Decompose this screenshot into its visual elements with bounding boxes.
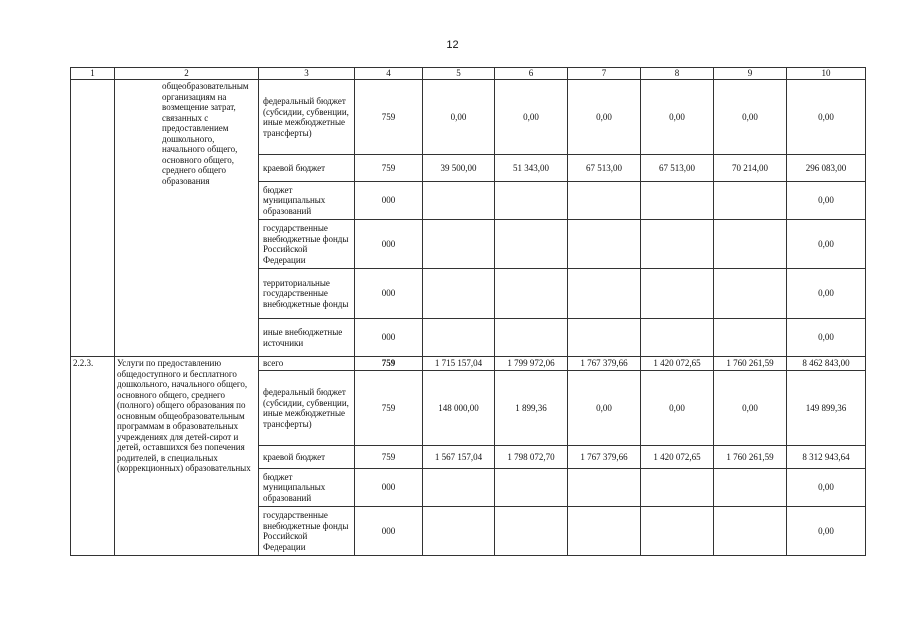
funding-source: бюджет муниципальных образований — [259, 469, 355, 507]
value-cell — [423, 269, 495, 319]
table-row — [71, 357, 866, 371]
value-cell — [641, 220, 714, 269]
item-number: 2.2.3. — [71, 357, 115, 556]
value-cell: 67 513,00 — [568, 155, 641, 182]
funding-source: федеральный бюджет (субсидии, субвенции, иные межбюджетные трансферты) — [259, 80, 355, 155]
header-cell: 6 — [495, 68, 568, 80]
header-cell: 2 — [115, 68, 259, 80]
value-cell: 0,00 — [495, 80, 568, 155]
value-cell: 0,00 — [568, 80, 641, 155]
value-cell: 1 420 072,65 — [641, 446, 714, 469]
budget-table — [70, 67, 866, 556]
value-cell — [423, 220, 495, 269]
value-cell: 1 715 157,04 — [423, 357, 495, 371]
value-cell: 51 343,00 — [495, 155, 568, 182]
total-cell: 0,00 — [787, 469, 866, 507]
value-cell — [423, 469, 495, 507]
header-cell: 5 — [423, 68, 495, 80]
header-cell: 8 — [641, 68, 714, 80]
code-cell: 000 — [355, 319, 423, 357]
funding-source: краевой бюджет — [259, 155, 355, 182]
code-cell: 000 — [355, 469, 423, 507]
header-cell: 4 — [355, 68, 423, 80]
code-cell: 000 — [355, 220, 423, 269]
code-cell: 000 — [355, 182, 423, 220]
funding-source: краевой бюджет — [259, 446, 355, 469]
value-cell: 1 798 072,70 — [495, 446, 568, 469]
total-cell: 0,00 — [787, 319, 866, 357]
header-cell: 9 — [714, 68, 787, 80]
funding-source: государственные внебюджетные фонды Российской Федерации — [259, 220, 355, 269]
total-cell: 149 899,36 — [787, 371, 866, 446]
value-cell: 1 899,36 — [495, 371, 568, 446]
value-cell: 1 567 157,04 — [423, 446, 495, 469]
total-cell: 0,00 — [787, 220, 866, 269]
value-cell — [714, 220, 787, 269]
value-cell — [568, 182, 641, 220]
item-description: Услуги по предоставлению общедоступного и бесплатного дошкольного, начального общего, основного общего, среднего (полного) общего образования по основным общеобразовательным программам в образовательных учреждениях для детей-сирот и детей, оставшихся без попечения родителей, в специальных (коррекционных) образовательных — [115, 357, 259, 556]
funding-source: территориальные государственные внебюджетные фонды — [259, 269, 355, 319]
value-cell — [423, 182, 495, 220]
funding-source: бюджет муниципальных образований — [259, 182, 355, 220]
code-cell: 000 — [355, 269, 423, 319]
code-cell: 759 — [355, 357, 423, 371]
total-cell: 0,00 — [787, 269, 866, 319]
value-cell — [495, 220, 568, 269]
total-cell: 8 312 943,64 — [787, 446, 866, 469]
value-cell: 0,00 — [641, 371, 714, 446]
value-cell: 70 214,00 — [714, 155, 787, 182]
value-cell — [568, 469, 641, 507]
header-row — [71, 68, 866, 80]
code-cell: 759 — [355, 371, 423, 446]
page-number: 12 — [446, 39, 459, 51]
code-cell: 759 — [355, 80, 423, 155]
value-cell — [495, 182, 568, 220]
funding-source: иные внебюджетные источники — [259, 319, 355, 357]
total-cell: 0,00 — [787, 507, 866, 556]
code-cell: 000 — [355, 507, 423, 556]
value-cell — [568, 319, 641, 357]
item-number — [71, 80, 115, 357]
value-cell — [568, 507, 641, 556]
value-cell — [495, 319, 568, 357]
value-cell — [714, 269, 787, 319]
item-description: общеобразовательным организациям на возмещение затрат, связанных с предоставлением дошкольного, начального общего, основного общего, среднего общего образования — [115, 80, 259, 357]
value-cell: 0,00 — [714, 371, 787, 446]
value-cell — [423, 507, 495, 556]
value-cell: 1 420 072,65 — [641, 357, 714, 371]
value-cell: 1 799 972,06 — [495, 357, 568, 371]
value-cell: 0,00 — [568, 371, 641, 446]
funding-source: федеральный бюджет (субсидии, субвенции, иные межбюджетные трансферты) — [259, 371, 355, 446]
header-cell: 7 — [568, 68, 641, 80]
value-cell — [641, 319, 714, 357]
value-cell — [495, 469, 568, 507]
header-cell: 1 — [71, 68, 115, 80]
code-cell: 759 — [355, 155, 423, 182]
value-cell: 1 760 261,59 — [714, 446, 787, 469]
value-cell: 0,00 — [714, 80, 787, 155]
value-cell — [714, 507, 787, 556]
value-cell — [423, 319, 495, 357]
header-cell: 10 — [787, 68, 866, 80]
value-cell — [495, 269, 568, 319]
value-cell: 1 760 261,59 — [714, 357, 787, 371]
value-cell — [714, 469, 787, 507]
value-cell — [714, 182, 787, 220]
value-cell: 1 767 379,66 — [568, 357, 641, 371]
total-cell: 8 462 843,00 — [787, 357, 866, 371]
header-cell: 3 — [259, 68, 355, 80]
value-cell — [568, 269, 641, 319]
total-cell: 296 083,00 — [787, 155, 866, 182]
value-cell — [641, 182, 714, 220]
value-cell: 67 513,00 — [641, 155, 714, 182]
total-cell: 0,00 — [787, 182, 866, 220]
value-cell — [641, 469, 714, 507]
funding-source: государственные внебюджетные фонды Российской Федерации — [259, 507, 355, 556]
value-cell: 0,00 — [423, 80, 495, 155]
value-cell: 1 767 379,66 — [568, 446, 641, 469]
table-row — [71, 80, 866, 155]
value-cell — [641, 269, 714, 319]
value-cell — [714, 319, 787, 357]
value-cell: 148 000,00 — [423, 371, 495, 446]
code-cell: 759 — [355, 446, 423, 469]
value-cell — [495, 507, 568, 556]
value-cell: 0,00 — [641, 80, 714, 155]
value-cell — [568, 220, 641, 269]
total-cell: 0,00 — [787, 80, 866, 155]
value-cell: 39 500,00 — [423, 155, 495, 182]
funding-source: всего — [259, 357, 355, 371]
value-cell — [641, 507, 714, 556]
